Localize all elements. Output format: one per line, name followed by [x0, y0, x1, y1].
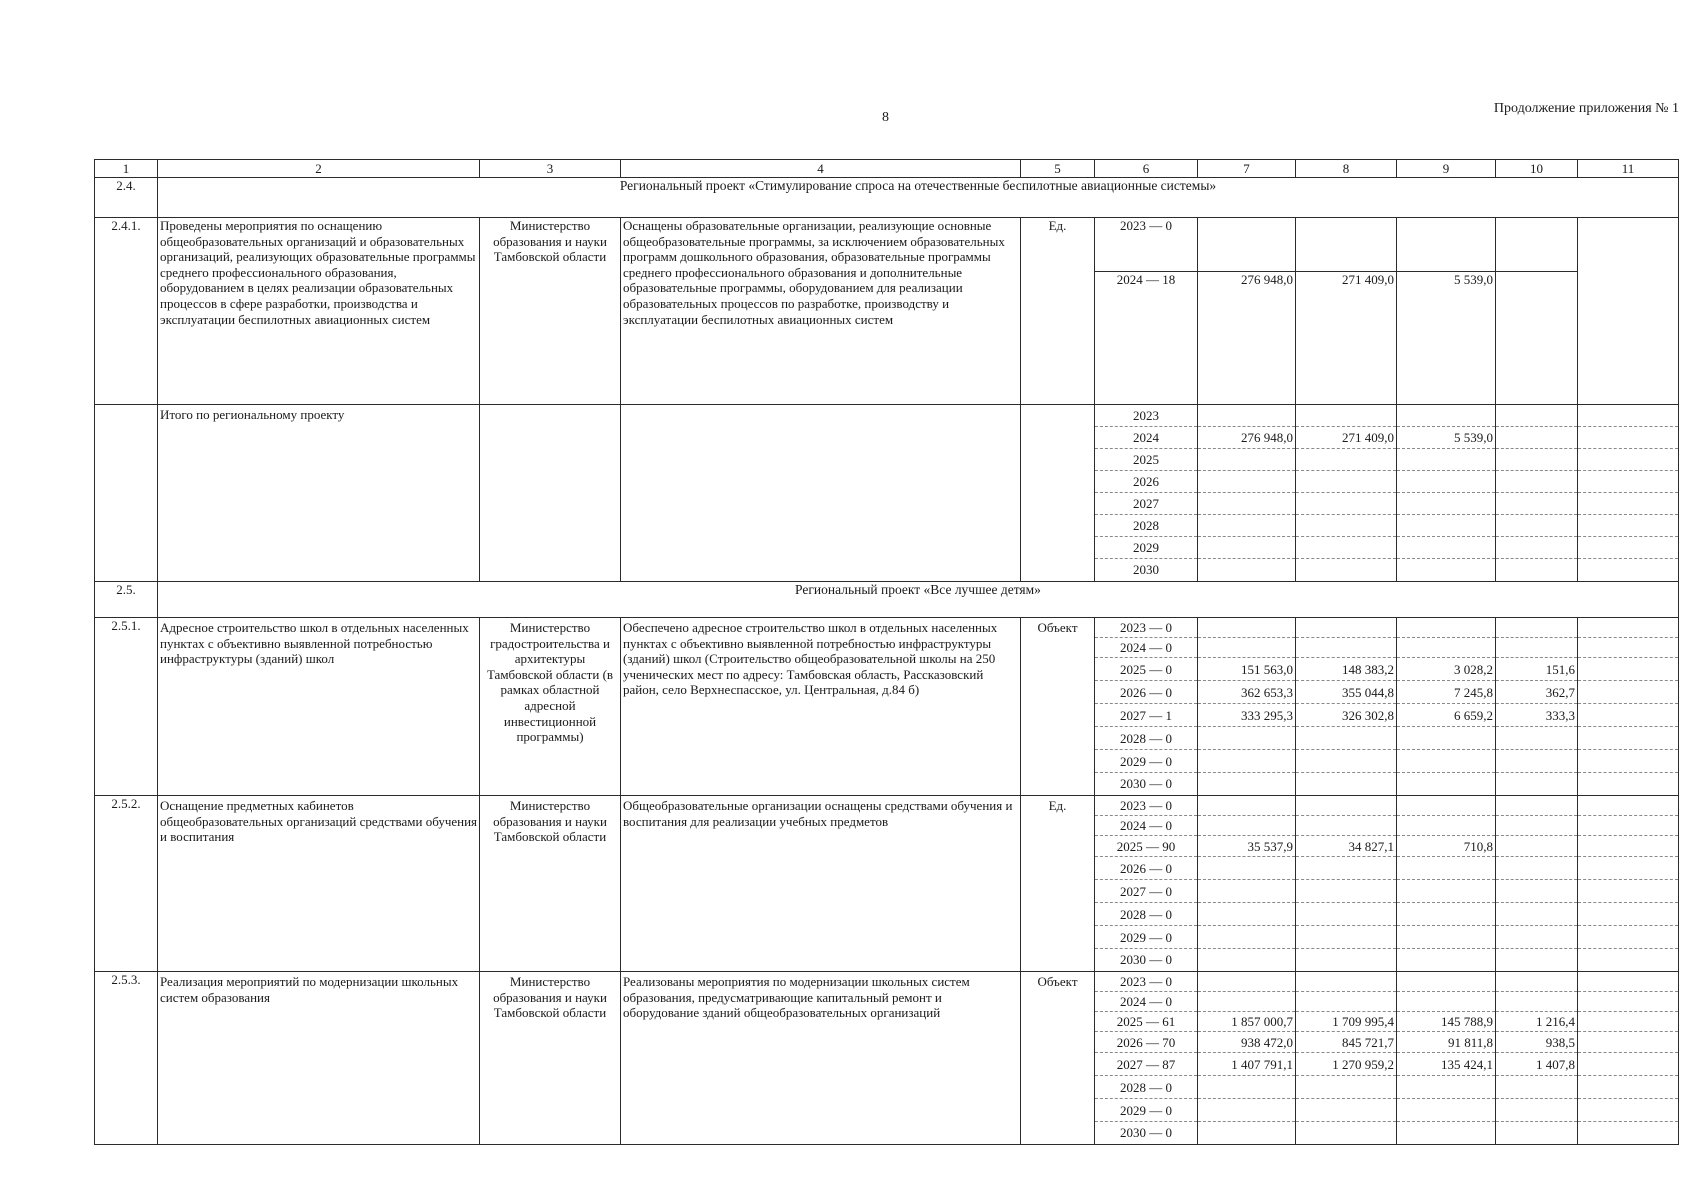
value-col9 — [1397, 1099, 1495, 1122]
value-col7: 276 948,0 — [1198, 272, 1296, 405]
col-header: 5 — [1021, 160, 1095, 178]
value-col7: 151 563,0 — [1198, 658, 1295, 681]
value-col10 — [1496, 1076, 1577, 1099]
value-col10: 1 407,8 — [1496, 1053, 1577, 1076]
value-col9 — [1397, 880, 1495, 903]
value-col10: 938,5 — [1496, 1032, 1577, 1053]
year-value: 2028 — 0 — [1095, 903, 1197, 926]
value-col10 — [1496, 903, 1577, 926]
value-col10 — [1496, 880, 1577, 903]
col8-list — [1296, 405, 1397, 582]
value-col9 — [1397, 949, 1495, 971]
total-label: Итого по региональному проекту — [158, 405, 480, 582]
year-value: 2029 — [1095, 537, 1197, 559]
value-col10 — [1496, 727, 1577, 750]
unit — [1021, 405, 1095, 582]
value-col9 — [1397, 638, 1495, 658]
value-col9 — [1397, 471, 1495, 493]
table-row — [95, 218, 1679, 272]
value-col10 — [1496, 773, 1577, 795]
col-header: 8 — [1296, 160, 1397, 178]
value-col7 — [1198, 405, 1295, 427]
year-value: 2027 — 87 — [1095, 1053, 1197, 1076]
value-col9 — [1397, 727, 1495, 750]
event-name: Проведены мероприятия по оснащению общеобразовательных организаций и образовательных организаций, реализующих образовательные программы среднего профессионального образования, оборудованием в целях реализации образовательных процессов в сфере разработки, производства и эксплуатации беспилотных авиационных систем — [158, 218, 480, 405]
col10-list — [1496, 796, 1578, 972]
year-list — [1095, 618, 1198, 796]
value-col7 — [1198, 926, 1295, 949]
year-value: 2026 — 0 — [1095, 857, 1197, 880]
value-col7 — [1198, 796, 1295, 816]
value-col7: 276 948,0 — [1198, 427, 1295, 449]
value-col8 — [1296, 750, 1396, 773]
col7-list — [1198, 618, 1296, 796]
value-col9: 91 811,8 — [1397, 1032, 1495, 1053]
value-col7 — [1198, 537, 1295, 559]
col-header: 11 — [1578, 160, 1679, 178]
value-col9 — [1397, 449, 1495, 471]
value-col7 — [1198, 1076, 1295, 1099]
col11-list — [1578, 796, 1679, 972]
year-value: 2027 — [1095, 493, 1197, 515]
value-col9 — [1397, 218, 1496, 272]
value-col8 — [1296, 638, 1396, 658]
year-value: 2029 — 0 — [1095, 926, 1197, 949]
result-description: Общеобразовательные организации оснащены средствами обучения и воспитания для реализации учебных предметов — [621, 796, 1021, 972]
year-value: 2028 — [1095, 515, 1197, 537]
row-number: 2.4.1. — [95, 218, 158, 405]
value-col7 — [1198, 515, 1295, 537]
value-col10 — [1496, 405, 1577, 427]
value-col8 — [1296, 773, 1396, 795]
col-header: 9 — [1397, 160, 1496, 178]
col-header: 4 — [621, 160, 1021, 178]
col8-list — [1296, 796, 1397, 972]
continuation-note: Продолжение приложения № 1 — [1493, 101, 1679, 116]
value-col8 — [1296, 449, 1396, 471]
col11-list — [1578, 405, 1679, 582]
value-col7: 938 472,0 — [1198, 1032, 1295, 1053]
value-col10: 1 216,4 — [1496, 1012, 1577, 1032]
col-header: 10 — [1496, 160, 1578, 178]
value-col10 — [1496, 1099, 1577, 1122]
col9-list — [1397, 972, 1496, 1145]
value-col10 — [1496, 493, 1577, 515]
year-value: 2024 — 0 — [1095, 992, 1197, 1012]
year-value: 2023 — 0 — [1095, 972, 1197, 992]
value-col8 — [1296, 1122, 1396, 1144]
executor — [480, 405, 621, 582]
executor: Министерство градостроительства и архитектуры Тамбовской области (в рамках областной адресной инвестиционной программы) — [480, 618, 621, 796]
value-col7 — [1198, 218, 1296, 272]
year-value: 2025 — 0 — [1095, 658, 1197, 681]
year-value: 2024 — [1095, 427, 1197, 449]
col11-list — [1578, 972, 1679, 1145]
value-col9 — [1397, 926, 1495, 949]
table-row — [95, 796, 1679, 972]
col-header: 2 — [158, 160, 480, 178]
year-value: 2028 — 0 — [1095, 727, 1197, 750]
value-col9 — [1397, 1076, 1495, 1099]
col9-list — [1397, 405, 1496, 582]
value-col10: 151,6 — [1496, 658, 1577, 681]
section-number: 2.4. — [95, 178, 158, 218]
value-col9 — [1397, 903, 1495, 926]
year-value: 2025 — [1095, 449, 1197, 471]
year-value: 2025 — 90 — [1095, 836, 1197, 857]
unit: Объект — [1021, 972, 1095, 1145]
value-col10: 333,3 — [1496, 704, 1577, 727]
row-number: 2.5.1. — [95, 618, 158, 796]
value-col7 — [1198, 559, 1295, 581]
value-col10 — [1496, 515, 1577, 537]
year-value: 2023 — [1095, 405, 1197, 427]
value-col10 — [1496, 427, 1577, 449]
value-col8: 148 383,2 — [1296, 658, 1396, 681]
executor: Министерство образования и науки Тамбовской области — [480, 972, 621, 1145]
row-number — [95, 405, 158, 582]
section-title: Региональный проект «Все лучшее детям» — [158, 582, 1679, 618]
value-col8 — [1296, 992, 1396, 1012]
value-col8: 1 709 995,4 — [1296, 1012, 1396, 1032]
value-col10 — [1496, 926, 1577, 949]
value-col10 — [1496, 796, 1577, 816]
value-col10 — [1496, 750, 1577, 773]
value-col7 — [1198, 638, 1295, 658]
value-col9: 135 424,1 — [1397, 1053, 1495, 1076]
value-col7 — [1198, 493, 1295, 515]
value-col8: 845 721,7 — [1296, 1032, 1396, 1053]
value-col9: 145 788,9 — [1397, 1012, 1495, 1032]
value-col10 — [1496, 537, 1577, 559]
value-col11 — [1578, 218, 1679, 405]
value-col8 — [1296, 796, 1396, 816]
value-col8 — [1296, 1076, 1396, 1099]
year-value: 2030 — [1133, 562, 1159, 577]
value-col7 — [1198, 992, 1295, 1012]
unit: Ед. — [1021, 796, 1095, 972]
value-col10 — [1496, 992, 1577, 1012]
value-col8 — [1296, 972, 1396, 992]
event-name: Адресное строительство школ в отдельных населенных пунктах с объективно выявленной потребностью инфраструктуры (зданий) школ — [158, 618, 480, 796]
appendix-table — [94, 159, 1679, 1145]
value-col7 — [1198, 727, 1295, 750]
col7-list — [1198, 405, 1296, 582]
col10-list — [1496, 618, 1578, 796]
total-row — [95, 405, 1679, 582]
page-number: 8 — [882, 110, 889, 125]
value-col9 — [1397, 773, 1495, 795]
col9-list — [1397, 796, 1496, 972]
unit: Ед. — [1021, 218, 1095, 405]
section-title: Региональный проект «Стимулирование спроса на отечественные беспилотные авиационные системы» — [158, 178, 1679, 218]
executor: Министерство образования и науки Тамбовской области — [480, 218, 621, 405]
value-col9 — [1397, 618, 1495, 638]
value-col10 — [1496, 836, 1577, 857]
value-col7 — [1198, 618, 1295, 638]
year-list — [1095, 405, 1198, 582]
value-col10 — [1496, 449, 1577, 471]
value-col8 — [1296, 218, 1397, 272]
value-col8 — [1296, 559, 1396, 581]
value-col8 — [1296, 949, 1396, 971]
table-row — [95, 618, 1679, 796]
col10-list — [1496, 405, 1578, 582]
value-col7 — [1198, 449, 1295, 471]
year-value: 2024 — 18 — [1095, 272, 1198, 405]
section-number: 2.5. — [95, 582, 158, 618]
value-col10 — [1496, 272, 1578, 405]
value-col7 — [1198, 816, 1295, 836]
value-col10 — [1496, 972, 1577, 992]
value-col10 — [1496, 949, 1577, 971]
value-col9 — [1397, 559, 1495, 581]
result-description: Оснащены образовательные организации, реализующие основные общеобразовательные программы, за исключением образовательных программ дошкольного образования, образовательные программы среднего профессионального образования и дополнительные образовательные программы, оборудованием для реализации образовательных процессов по разработке, производству и эксплуатации беспилотных авиационных систем — [621, 218, 1021, 405]
value-col9 — [1397, 796, 1495, 816]
col10-list — [1496, 972, 1578, 1145]
value-col9 — [1397, 405, 1495, 427]
value-col8 — [1296, 857, 1396, 880]
value-col9: 710,8 — [1397, 836, 1495, 857]
value-col8 — [1296, 816, 1396, 836]
value-col7: 1 407 791,1 — [1198, 1053, 1295, 1076]
value-col10 — [1496, 816, 1577, 836]
year-value: 2026 — 0 — [1095, 681, 1197, 704]
value-col10 — [1496, 638, 1577, 658]
year-value: 2027 — 0 — [1095, 880, 1197, 903]
year-list — [1095, 796, 1198, 972]
value-col9 — [1397, 750, 1495, 773]
value-col9 — [1397, 537, 1495, 559]
value-col8 — [1296, 618, 1396, 638]
value-col7 — [1198, 773, 1295, 795]
unit: Объект — [1021, 618, 1095, 796]
value-col7: 35 537,9 — [1198, 836, 1295, 857]
value-col7 — [1198, 949, 1295, 971]
event-name: Оснащение предметных кабинетов общеобразовательных организаций средствами обучения и воспитания — [158, 796, 480, 972]
row-number: 2.5.2. — [95, 796, 158, 972]
value-col7: 333 295,3 — [1198, 704, 1295, 727]
value-col10 — [1496, 559, 1577, 581]
year-value: 2023 — 0 — [1095, 796, 1197, 816]
event-name: Реализация мероприятий по модернизации школьных систем образования — [158, 972, 480, 1145]
value-col7 — [1198, 857, 1295, 880]
value-col8 — [1296, 515, 1396, 537]
year-value: 2023 — 0 — [1095, 618, 1197, 638]
col-header: 3 — [480, 160, 621, 178]
value-col8: 326 302,8 — [1296, 704, 1396, 727]
result-description — [621, 405, 1021, 582]
value-col10 — [1496, 857, 1577, 880]
value-col8: 271 409,0 — [1296, 272, 1397, 405]
col11-list — [1578, 618, 1679, 796]
value-col8 — [1296, 903, 1396, 926]
col8-list — [1296, 618, 1397, 796]
col9-list — [1397, 618, 1496, 796]
value-col8 — [1296, 405, 1396, 427]
col-header: 7 — [1198, 160, 1296, 178]
value-col9 — [1397, 992, 1495, 1012]
value-col9 — [1397, 857, 1495, 880]
value-col9: 5 539,0 — [1397, 427, 1495, 449]
value-col8 — [1296, 471, 1396, 493]
value-col9: 3 028,2 — [1397, 658, 1495, 681]
value-col10 — [1496, 618, 1577, 638]
value-col8 — [1296, 493, 1396, 515]
result-description: Реализованы мероприятия по модернизации школьных систем образования, предусматривающие капитальный ремонт и оборудование зданий общеобразовательных организаций — [621, 972, 1021, 1145]
year-value: 2024 — 0 — [1095, 638, 1197, 658]
value-col9 — [1397, 493, 1495, 515]
value-col8: 355 044,8 — [1296, 681, 1396, 704]
year-value: 2024 — 0 — [1095, 816, 1197, 836]
row-number: 2.5.3. — [95, 972, 158, 1145]
year-value: 2028 — 0 — [1095, 1076, 1197, 1099]
col7-list — [1198, 972, 1296, 1145]
value-col9: 7 245,8 — [1397, 681, 1495, 704]
value-col9: 6 659,2 — [1397, 704, 1495, 727]
value-col7: 362 653,3 — [1198, 681, 1295, 704]
value-col10 — [1496, 1122, 1577, 1144]
year-value: 2026 — 70 — [1095, 1032, 1197, 1053]
executor: Министерство образования и науки Тамбовской области — [480, 796, 621, 972]
column-number-row — [95, 160, 1679, 178]
value-col8 — [1296, 926, 1396, 949]
value-col7 — [1198, 750, 1295, 773]
col-header: 1 — [95, 160, 158, 178]
value-col8 — [1296, 1099, 1396, 1122]
value-col7 — [1198, 1099, 1295, 1122]
value-col9 — [1397, 972, 1495, 992]
value-col9: 5 539,0 — [1397, 272, 1496, 405]
col8-list — [1296, 972, 1397, 1145]
year-value: 2029 — 0 — [1095, 750, 1197, 773]
value-col9 — [1397, 816, 1495, 836]
year-value: 2025 — 61 — [1095, 1012, 1197, 1032]
value-col9 — [1397, 1122, 1495, 1144]
section-row — [95, 178, 1679, 218]
result-description: Обеспечено адресное строительство школ в отдельных населенных пунктах с объективно выявленной потребностью инфраструктуры (зданий) школ (Строительство общеобразовательной школы на 250 ученических мест по адресу: Тамбовская область, Рассказовский район, село Верхнеспасское, ул. Центральная, д.84 б) — [621, 618, 1021, 796]
value-col10 — [1496, 218, 1578, 272]
value-col9 — [1397, 515, 1495, 537]
col7-list — [1198, 796, 1296, 972]
year-value: 2030 — 0 — [1120, 952, 1172, 967]
value-col8: 1 270 959,2 — [1296, 1053, 1396, 1076]
year-value: 2026 — [1095, 471, 1197, 493]
year-value: 2023 — 0 — [1095, 218, 1198, 272]
value-col7 — [1198, 880, 1295, 903]
value-col7 — [1198, 1122, 1295, 1144]
year-list — [1095, 972, 1198, 1145]
value-col8 — [1296, 537, 1396, 559]
value-col7 — [1198, 903, 1295, 926]
value-col10: 362,7 — [1496, 681, 1577, 704]
value-col7: 1 857 000,7 — [1198, 1012, 1295, 1032]
value-col8 — [1296, 880, 1396, 903]
year-value: 2030 — 0 — [1120, 1125, 1172, 1140]
value-col7 — [1198, 972, 1295, 992]
value-col7 — [1198, 471, 1295, 493]
value-col8: 34 827,1 — [1296, 836, 1396, 857]
value-col8: 271 409,0 — [1296, 427, 1396, 449]
year-value: 2029 — 0 — [1095, 1099, 1197, 1122]
year-value: 2030 — 0 — [1120, 776, 1172, 791]
table-row — [95, 972, 1679, 1145]
value-col8 — [1296, 727, 1396, 750]
year-value: 2027 — 1 — [1095, 704, 1197, 727]
section-row — [95, 582, 1679, 618]
col-header: 6 — [1095, 160, 1198, 178]
value-col10 — [1496, 471, 1577, 493]
